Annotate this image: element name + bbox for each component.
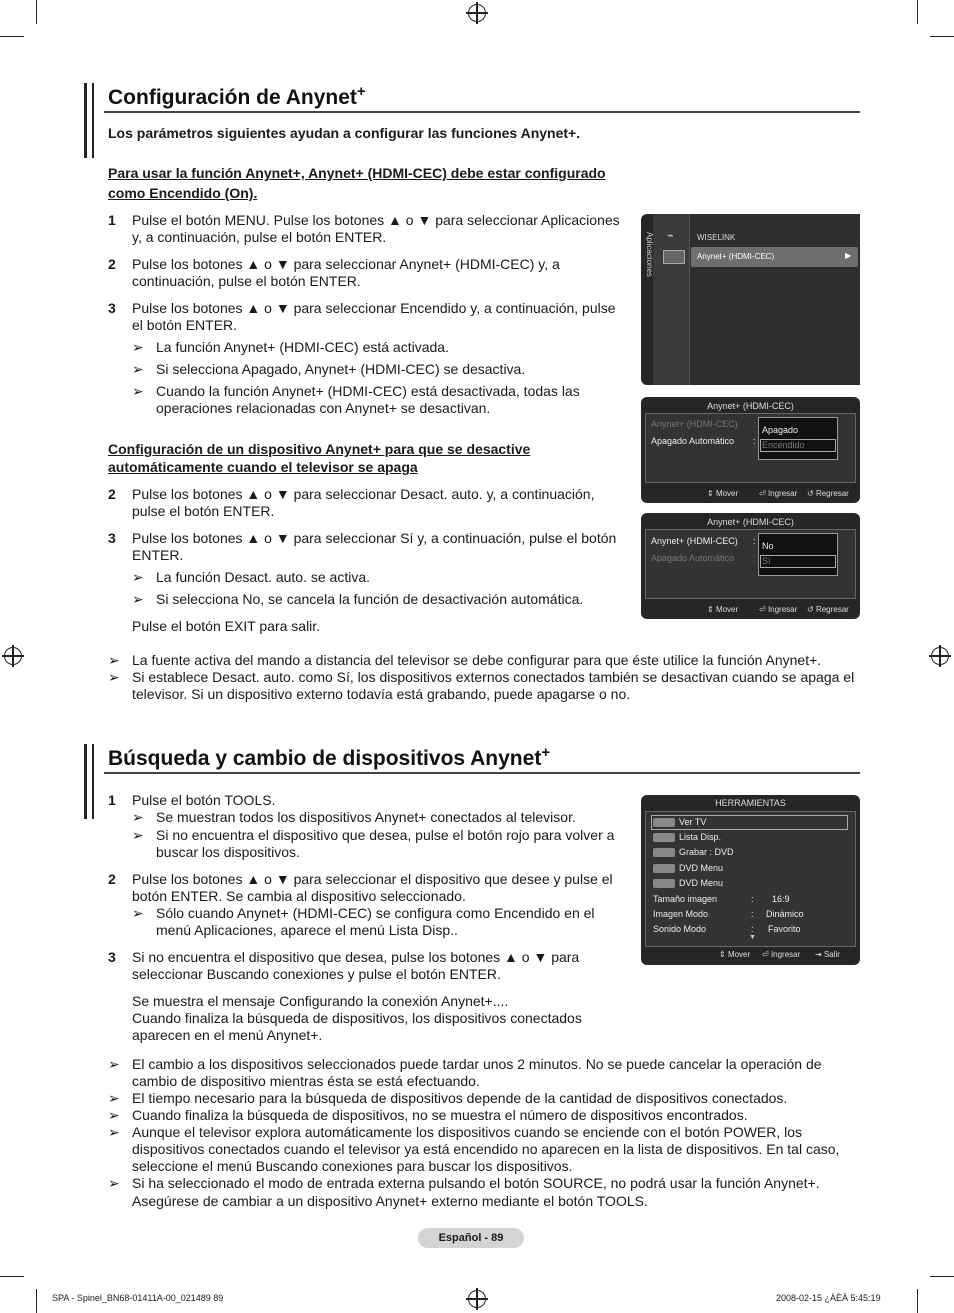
note-arrow-icon: ➢ <box>132 383 144 399</box>
registration-mark-icon <box>468 4 486 22</box>
note-text: buscar los dispositivos. <box>156 844 300 860</box>
step-text: Pulse los botones ▲ o ▼ para seleccionar Sí y, a continuación, pulse el botón <box>132 530 617 546</box>
step-number: 2 <box>108 871 116 887</box>
footnote-text: dispositivos conectados cuando el televisor ya está encendido no aparecen en la lista de dispositivos. En tal caso, <box>132 1141 840 1157</box>
note-arrow-icon: ➢ <box>132 905 144 921</box>
subheading: automáticamente cuando el televisor se apaga <box>108 459 418 475</box>
note-arrow-icon: ➢ <box>132 809 144 825</box>
footnote-text: El cambio a los dispositivos seleccionados puede tardar unos 2 minutos. No se puede cancelar la operación de <box>132 1056 822 1072</box>
crop-mark <box>917 1289 918 1313</box>
section-title: Configuración de Anynet+ <box>108 83 366 109</box>
intro-text: Los parámetros siguientes ayudan a configurar las funciones Anynet+. <box>108 125 581 141</box>
step-text: continuación, pulse el botón ENTER. <box>132 273 361 289</box>
registration-mark-icon <box>931 647 949 665</box>
section-bar <box>84 83 87 158</box>
footnote-text: Aunque el televisor explora automáticamente los dispositivos cuando se enciende con el botón POWER, los <box>132 1124 803 1140</box>
menu-item-anynet[interactable]: Anynet+ (HDMI-CEC) <box>697 252 775 261</box>
note-arrow-icon: ➢ <box>108 1056 120 1072</box>
crop-mark <box>930 1276 954 1277</box>
tools-item-dvd-menu[interactable]: DVD Menu <box>653 878 723 888</box>
app-icon[interactable] <box>663 250 685 264</box>
note-arrow-icon: ➢ <box>132 591 144 607</box>
osd-applications-menu <box>641 214 860 385</box>
anynet-logo-icon <box>653 848 675 857</box>
anynet-logo-icon <box>653 818 675 827</box>
osd-colon: : <box>753 536 756 546</box>
anynet-logo-icon <box>653 833 675 842</box>
note-arrow-icon: ➢ <box>132 569 144 585</box>
note-arrow-icon: ➢ <box>132 827 144 843</box>
footer-back: ↺ Regresar <box>807 605 849 614</box>
menu-item-wiselink[interactable]: WISELINK <box>697 233 736 242</box>
note-arrow-icon: ➢ <box>108 1090 120 1106</box>
footer-back: ↺ Regresar <box>807 489 849 498</box>
note-arrow-icon: ➢ <box>108 669 120 685</box>
osd-colon: : <box>751 894 754 904</box>
osd-colon: : <box>753 436 756 446</box>
note-text: operaciones relacionadas con Anynet+ se desactivan. <box>156 400 491 416</box>
tools-setting-label[interactable]: Imagen Modo <box>653 909 709 919</box>
footnote-text: Si establece Desact. auto. como Sí, los dispositivos externos conectados también se desactivan cuando se apaga el <box>132 669 855 685</box>
tools-setting-value: Dinámico <box>766 909 804 919</box>
section-bar <box>92 744 94 819</box>
section-title: Búsqueda y cambio de dispositivos Anynet+ <box>108 744 551 770</box>
step-text: Pulse el botón TOOLS. <box>132 792 276 808</box>
footer-move: ⇕ Mover <box>707 605 739 614</box>
footer-move: ⇕ Mover <box>707 489 739 498</box>
osd-row-label: Apagado Automático <box>651 553 735 563</box>
step-text: Pulse los botones ▲ o ▼ para seleccionar Anynet+ (HDMI-CEC) y, a <box>132 256 560 272</box>
footnote-text: La fuente activa del mando a distancia del televisor se debe configurar para que éste utilice la función Anynet+. <box>132 652 822 668</box>
footer-date: 2008-02-15 ¿ÀÈÄ 5:45:19 <box>776 1293 881 1303</box>
step-text: Pulse el botón MENU. Pulse los botones ▲ o ▼ para seleccionar Aplicaciones <box>132 212 620 228</box>
step-text: botón ENTER. Se cambia al dispositivo seleccionado. <box>132 888 466 904</box>
step-text: pulse el botón ENTER. <box>132 503 275 519</box>
note-text: Cuando la función Anynet+ (HDMI-CEC) está desactivada, todas las <box>156 383 580 399</box>
osd-colon: : <box>751 924 754 934</box>
step-text: el botón ENTER. <box>132 317 238 333</box>
osd-tools-menu <box>641 795 860 965</box>
note-text: Si selecciona Apagado, Anynet+ (HDMI-CEC) se desactiva. <box>156 361 526 377</box>
footnote-text: Asegúrese de cambiar a un dispositivo Anynet+ externo mediante el botón TOOLS. <box>132 1193 648 1209</box>
tools-setting-value: Favorito <box>768 924 801 934</box>
section-bar <box>92 83 94 158</box>
step-number: 3 <box>108 300 116 316</box>
crop-mark <box>0 36 24 37</box>
note-arrow-icon: ➢ <box>108 652 120 668</box>
registration-mark-icon <box>4 647 22 665</box>
step-number: 3 <box>108 949 116 965</box>
option-apagado[interactable]: Apagado <box>762 425 799 435</box>
step-text: Pulse los botones ▲ o ▼ para seleccionar Desact. auto. y, a continuación, <box>132 486 595 502</box>
tools-item-grabar[interactable]: Grabar : DVD <box>653 847 734 857</box>
footer-enter: ⏎ Ingresar <box>759 605 798 614</box>
footer-file: SPA - Spinel_BN68-01411A-00_021489 89 <box>52 1293 224 1303</box>
note-text: menú Aplicaciones, aparece el menú Lista Disp.. <box>156 922 458 938</box>
step-number: 1 <box>108 212 116 228</box>
step-text: y, a continuación, pulse el botón ENTER. <box>132 229 387 245</box>
osd-anynet-panel <box>641 513 860 619</box>
note-text: Si selecciona No, se cancela la función de desactivación automática. <box>156 591 584 607</box>
crop-mark <box>930 36 954 37</box>
osd-colon: : <box>753 553 756 563</box>
anynet-logo-icon <box>653 864 675 873</box>
footnote-text: seleccione el menú Buscando conexiones para buscar los dispositivos. <box>132 1158 573 1174</box>
tools-setting-label[interactable]: Sonido Modo <box>653 924 707 934</box>
osd-row-label: Anynet+ (HDMI-CEC) <box>651 419 738 429</box>
osd-side-label: Aplicaciones <box>645 232 654 277</box>
note-text: La función Anynet+ (HDMI-CEC) está activada. <box>156 339 449 355</box>
note-arrow-icon: ➢ <box>132 361 144 377</box>
footnote-text: televisor. Si un dispositivo externo todavía está grabando, puede apagarse o no. <box>132 686 631 702</box>
crop-mark <box>36 0 37 24</box>
exit-text: Pulse el botón EXIT para salir. <box>132 618 321 634</box>
subheading: como Encendido (On). <box>108 185 258 201</box>
step-number: 1 <box>108 792 116 808</box>
step-number: 2 <box>108 486 116 502</box>
subheading: Para usar la función Anynet+, Anynet+ (HDMI-CEC) debe estar configurado <box>108 165 606 181</box>
option-no[interactable]: No <box>762 541 774 551</box>
footnote-text: Si ha seleccionado el modo de entrada externa pulsando el botón SOURCE, no podrá usar la función Anynet+. <box>132 1175 820 1191</box>
footer-enter: ⏎ Ingresar <box>759 489 798 498</box>
page-number-badge: Español - 89 <box>418 1228 524 1248</box>
note-arrow-icon: ➢ <box>108 1124 120 1140</box>
tools-setting-value: 16:9 <box>772 894 790 904</box>
step-text: Pulse los botones ▲ o ▼ para seleccionar Encendido y, a continuación, pulse <box>132 300 616 316</box>
osd-colon: : <box>751 909 754 919</box>
osd-colon: : <box>753 419 756 429</box>
crop-mark <box>0 1276 24 1277</box>
tools-item-dvd-menu[interactable]: DVD Menu <box>653 863 723 873</box>
crop-mark <box>917 0 918 24</box>
footer-move: ⇕ Mover <box>719 950 751 959</box>
antenna-icon: ⌁ <box>667 230 674 242</box>
note-text: La función Desact. auto. se activa. <box>156 569 371 585</box>
osd-row-label: Apagado Automático <box>651 436 735 446</box>
note-text: Si no encuentra el dispositivo que desea, pulse el botón rojo para volver a <box>156 827 615 843</box>
osd-anynet-panel <box>641 397 860 503</box>
osd-header: HERRAMIENTAS <box>715 798 786 808</box>
section-bar <box>84 744 87 819</box>
footnote-text: cambio de dispositivo mientras ésta se está efectuando. <box>132 1073 480 1089</box>
step-text: seleccionar Buscando conexiones y pulse el botón ENTER. <box>132 966 501 982</box>
step-text: Pulse los botones ▲ o ▼ para seleccionar el dispositivo que desee y pulse el <box>132 871 613 887</box>
step-text: ENTER. <box>132 547 184 563</box>
note-arrow-icon: ➢ <box>132 339 144 355</box>
tools-item-ver-tv[interactable]: Ver TV <box>653 817 706 827</box>
osd-header: Anynet+ (HDMI-CEC) <box>707 401 794 411</box>
note-arrow-icon: ➢ <box>108 1107 120 1123</box>
option-encendido[interactable]: Encendido <box>762 440 805 450</box>
scroll-down-icon: ▼ <box>749 934 756 941</box>
option-si[interactable]: Sí <box>762 556 771 566</box>
footnote-text: Cuando finaliza la búsqueda de dispositivos, no se muestra el número de dispositivos encontrados. <box>132 1107 748 1123</box>
step-text: Si no encuentra el dispositivo que desea, pulse los botones ▲ o ▼ para <box>132 949 580 965</box>
step-number: 2 <box>108 256 116 272</box>
subheading: Configuración de un dispositivo Anynet+ para que se desactive <box>108 441 531 457</box>
anynet-logo-icon <box>653 879 675 888</box>
chevron-right-icon: ▶ <box>845 251 852 260</box>
footnote-text: El tiempo necesario para la búsqueda de dispositivos depende de la cantidad de dispositivos conectados. <box>132 1090 788 1106</box>
tools-setting-label[interactable]: Tamaño imagen <box>653 894 718 904</box>
step-extra-text: Se muestra el mensaje Configurando la conexión Anynet+.... <box>132 993 509 1009</box>
step-extra-text: Cuando finaliza la búsqueda de dispositivos, los dispositivos conectados <box>132 1010 582 1026</box>
footer-enter: ⏎ Ingresar <box>762 950 801 959</box>
osd-row-label: Anynet+ (HDMI-CEC) <box>651 536 738 546</box>
step-number: 3 <box>108 530 116 546</box>
crop-mark <box>36 1289 37 1313</box>
title-rule <box>104 772 860 774</box>
tools-item-lista-disp[interactable]: Lista Disp. <box>653 832 721 842</box>
note-arrow-icon: ➢ <box>108 1175 120 1191</box>
option-selected-box <box>760 555 836 568</box>
note-text: Se muestran todos los dispositivos Anynet+ conectados al televisor. <box>156 809 576 825</box>
step-extra-text: aparecen en el menú Anynet+. <box>132 1027 323 1043</box>
note-text: Sólo cuando Anynet+ (HDMI-CEC) se configura como Encendido en el <box>156 905 595 921</box>
osd-header: Anynet+ (HDMI-CEC) <box>707 517 794 527</box>
title-rule <box>104 111 860 113</box>
registration-mark-icon <box>468 1290 486 1308</box>
footer-exit: ⇥ Salir <box>815 950 840 959</box>
